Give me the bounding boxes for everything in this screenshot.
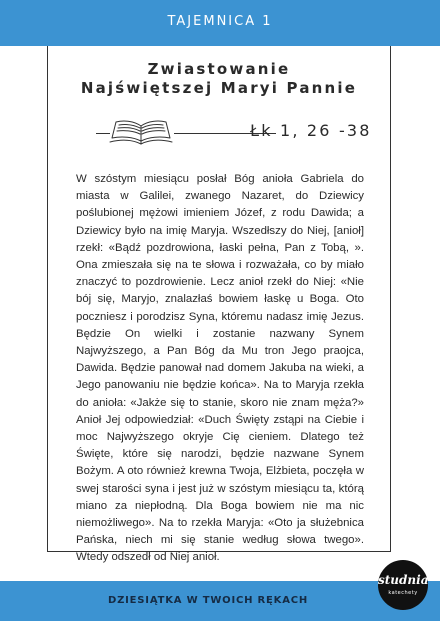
header-label: TAJEMNICA 1 [167,14,273,29]
header-bar [0,0,440,46]
logo-subword: katechety [388,590,418,596]
page-title-line1: Zwiastowanie [147,60,291,78]
open-book-icon [108,116,174,146]
footer-label: DZIESIĄTKA W TWOICH RĘKACH [108,595,309,606]
logo-word: studnia [378,573,429,587]
passage-text: W szóstym miesiącu posłał Bóg anioła Gabriela do miasta w Galilei, zwanego Nazaret, do Dziewicy poślubionej mężowi imieniem Józef, z rodu Dawida; a Dziewicy było na imię Maryja. Wszedłszy do Niej, [anioł] rzekł: «Bądź pozdrowiona, łaski pełna, Pan z Tobą, ». Ona zmieszała się na te słowa i rozważała, co by miało znaczyć to pozdrowienie. Lecz anioł rzekł do Niej: «Nie bój się, Maryjo, znalazłaś bowiem łaskę u Boga. Oto poczniesz i porodzisz Syna, któremu nadasz imię Jezus. Będzie On wielki i zostanie nazwany Synem Najwyższego, a Pan Bóg da Mu tron Jego praojca, Dawida. Będzie panował nad domem Jakuba na wieki, a Jego panowaniu nie będzie końca». Na to Maryja rzekła do anioła: «Jakże się to stanie, skoro nie znam męża?» Anioł Jej odpowiedział: «Duch Święty zstąpi na Ciebie i moc Najwyższego okryje Cię cieniem. Dlatego też Święte, które się narodzi, będzie nazwane Synem Bożym. A oto również krewna Twoja, Elżbieta, poczęła w swej starości syna i jest już w szóstym miesiącu ta, którą miano za niepłodną. Dla Boga bowiem nie ma nic niemożliwego». Na to rzekła Maryja: «Oto ja służebnica Pańska, niech mi się stanie według słowa twego». Wtedy odszedł od Niej anioł. [76,173,364,564]
footer-bar [0,581,440,621]
studnia-logo [378,560,428,610]
page-title-line2: Najświętszej Maryi Pannie [80,79,358,97]
scripture-reference: Łk 1, 26 -38 [250,121,372,140]
